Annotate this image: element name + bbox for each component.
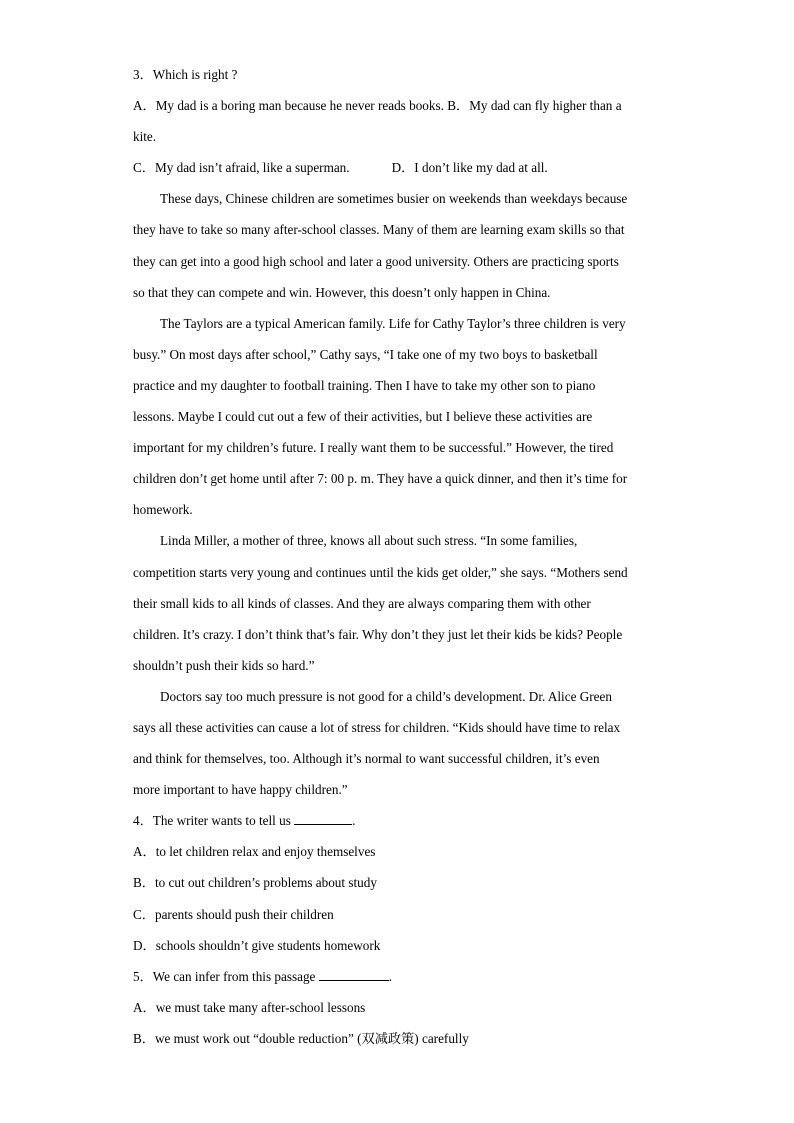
passage-line: These days, Chinese children are sometimes busier on weekends than weekdays because: [160, 191, 628, 207]
passage-line: more important to have happy children.”: [133, 782, 348, 798]
passage-line: says all these activities can cause a lot of stress for children. “Kids should have time to relax: [133, 719, 621, 735]
q4-option-b: B．to cut out children’s problems about study: [133, 875, 377, 891]
passage-line: Linda Miller, a mother of three, knows all about such stress. “In some families,: [160, 533, 578, 549]
q3-option-b-continued: kite.: [133, 129, 157, 145]
passage-line: they have to take so many after-school classes. Many of them are learning exam skills so that: [133, 222, 625, 238]
passage-line: lessons. Maybe I could cut out a few of their activities, but I believe these activities are: [133, 409, 593, 425]
q3-option-b: B．My dad can fly higher than a: [447, 98, 622, 114]
passage-paragraph-3: [133, 530, 663, 685]
passage-line: Doctors say too much pressure is not good for a child’s development. Dr. Alice Green: [160, 688, 612, 704]
passage-paragraph-1: [133, 188, 663, 312]
q3-option-c: C．My dad isn’t afraid, like a superman.: [133, 160, 350, 176]
q3-option-a: A．My dad is a boring man because he never reads books.: [133, 98, 444, 114]
document-page: [133, 64, 663, 1059]
passage-line: competition starts very young and continues until the kids get older,” she says. “Mothers send: [133, 564, 628, 580]
passage-line: children. It’s crazy. I don’t think that’s fair. Why don’t they just let their kids be kids? People: [133, 626, 623, 642]
q5-stem: 5．We can infer from this passage .: [133, 968, 392, 984]
q3-option-d: D．I don’t like my dad at all.: [391, 160, 548, 176]
passage-line: children don’t get home until after 7: 00 p. m. They have a quick dinner, and then it’s time for: [133, 471, 628, 487]
q4-option-d: D．schools shouldn’t give students homework: [133, 937, 381, 953]
passage-paragraph-4: [133, 686, 663, 810]
passage-line: shouldn’t push their kids so hard.”: [133, 657, 315, 673]
q4-option-c: C．parents should push their children: [133, 906, 334, 922]
answer-blank: [294, 811, 352, 825]
q5-option-b: B．we must work out “double reduction” (双减政策) carefully: [133, 1030, 469, 1046]
q5-option-a: A．we must take many after-school lessons: [133, 999, 366, 1015]
passage-line: busy.” On most days after school,” Cathy says, “I take one of my two boys to basketball: [133, 346, 598, 362]
q4-stem: 4．The writer wants to tell us .: [133, 813, 356, 829]
answer-blank: [319, 967, 389, 981]
q3-options-cd: [133, 157, 663, 188]
passage-paragraph-2: [133, 313, 663, 531]
q3-stem: 3．Which is right ?: [133, 67, 238, 82]
q4-option-a: A．to let children relax and enjoy themselves: [133, 844, 376, 860]
q3-options-ab: [133, 95, 663, 126]
passage-line: important for my children’s future. I really want them to be successful.” However, the tired: [133, 440, 614, 456]
passage-line: their small kids to all kinds of classes. And they are always comparing them with other: [133, 595, 591, 611]
passage-line: The Taylors are a typical American family. Life for Cathy Taylor’s three children is very: [160, 315, 626, 331]
passage-line: they can get into a good high school and later a good university. Others are practicing sports: [133, 253, 619, 269]
passage-line: homework.: [133, 502, 193, 518]
passage-line: and think for themselves, too. Although it’s normal to want successful children, it’s even: [133, 751, 600, 767]
passage-line: practice and my daughter to football training. Then I have to take my other son to piano: [133, 377, 596, 393]
passage-line: so that they can compete and win. However, this doesn’t only happen in China.: [133, 284, 551, 300]
